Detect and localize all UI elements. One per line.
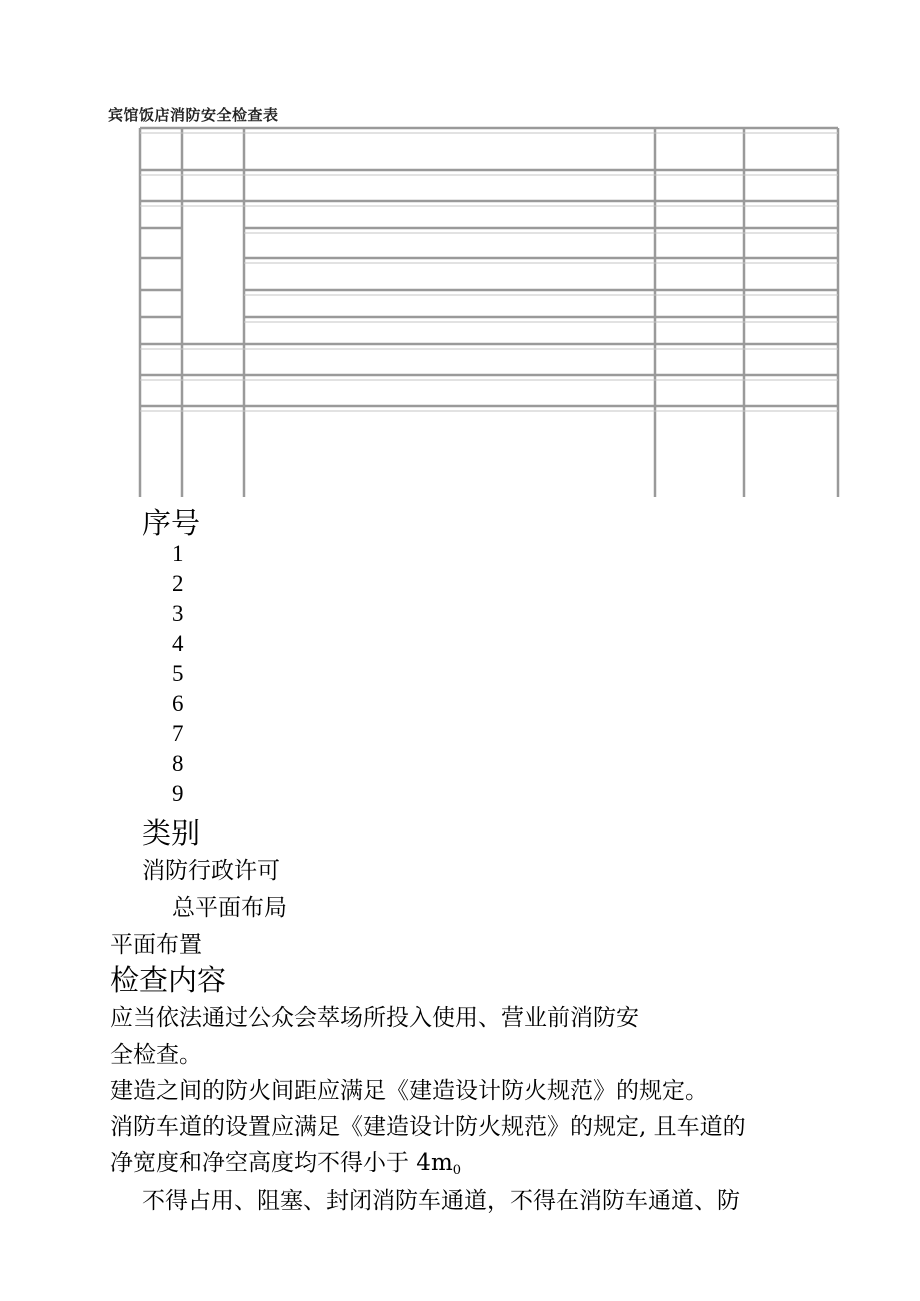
content-line — [110, 1144, 461, 1178]
seq-number: 2 — [172, 571, 184, 596]
content-subscript: 0 — [452, 1163, 462, 1178]
content-line: 消防车道的设置应满足《建造设计防火规范》的规定, 且车道的 — [110, 1114, 746, 1140]
empty-table-grid — [0, 0, 920, 500]
category-item: 总平面布局 — [172, 895, 287, 921]
content-heading: 检查内容 — [110, 963, 227, 997]
seq-number: 4 — [172, 631, 184, 656]
content-line-text: 净宽度和净空高度均不得小于 4m — [110, 1150, 453, 1176]
seq-number: 1 — [172, 541, 184, 566]
seq-number: 9 — [172, 781, 184, 806]
seq-number: 7 — [172, 721, 184, 746]
content-line: 全检查。 — [110, 1042, 202, 1068]
category-item: 平面布置 — [110, 932, 202, 958]
document-caption: 宾馆饭店消防安全检查表 — [108, 106, 279, 124]
seq-number: 5 — [172, 661, 184, 686]
category-heading: 类别 — [142, 816, 201, 850]
seq-number: 3 — [172, 601, 184, 626]
content-line: 应当依法通过公众会萃场所投入使用、营业前消防安 — [110, 1005, 639, 1031]
seq-heading: 序号 — [142, 506, 201, 540]
content-line: 不得占用、阻塞、封闭消防车通道，不得在消防车通道、防 — [142, 1188, 740, 1214]
seq-number: 8 — [172, 751, 184, 776]
content-line: 建造之间的防火间距应满足《建造设计防火规范》的规定。 — [110, 1078, 708, 1104]
category-item: 消防行政许可 — [142, 858, 280, 884]
seq-number: 6 — [172, 691, 184, 716]
